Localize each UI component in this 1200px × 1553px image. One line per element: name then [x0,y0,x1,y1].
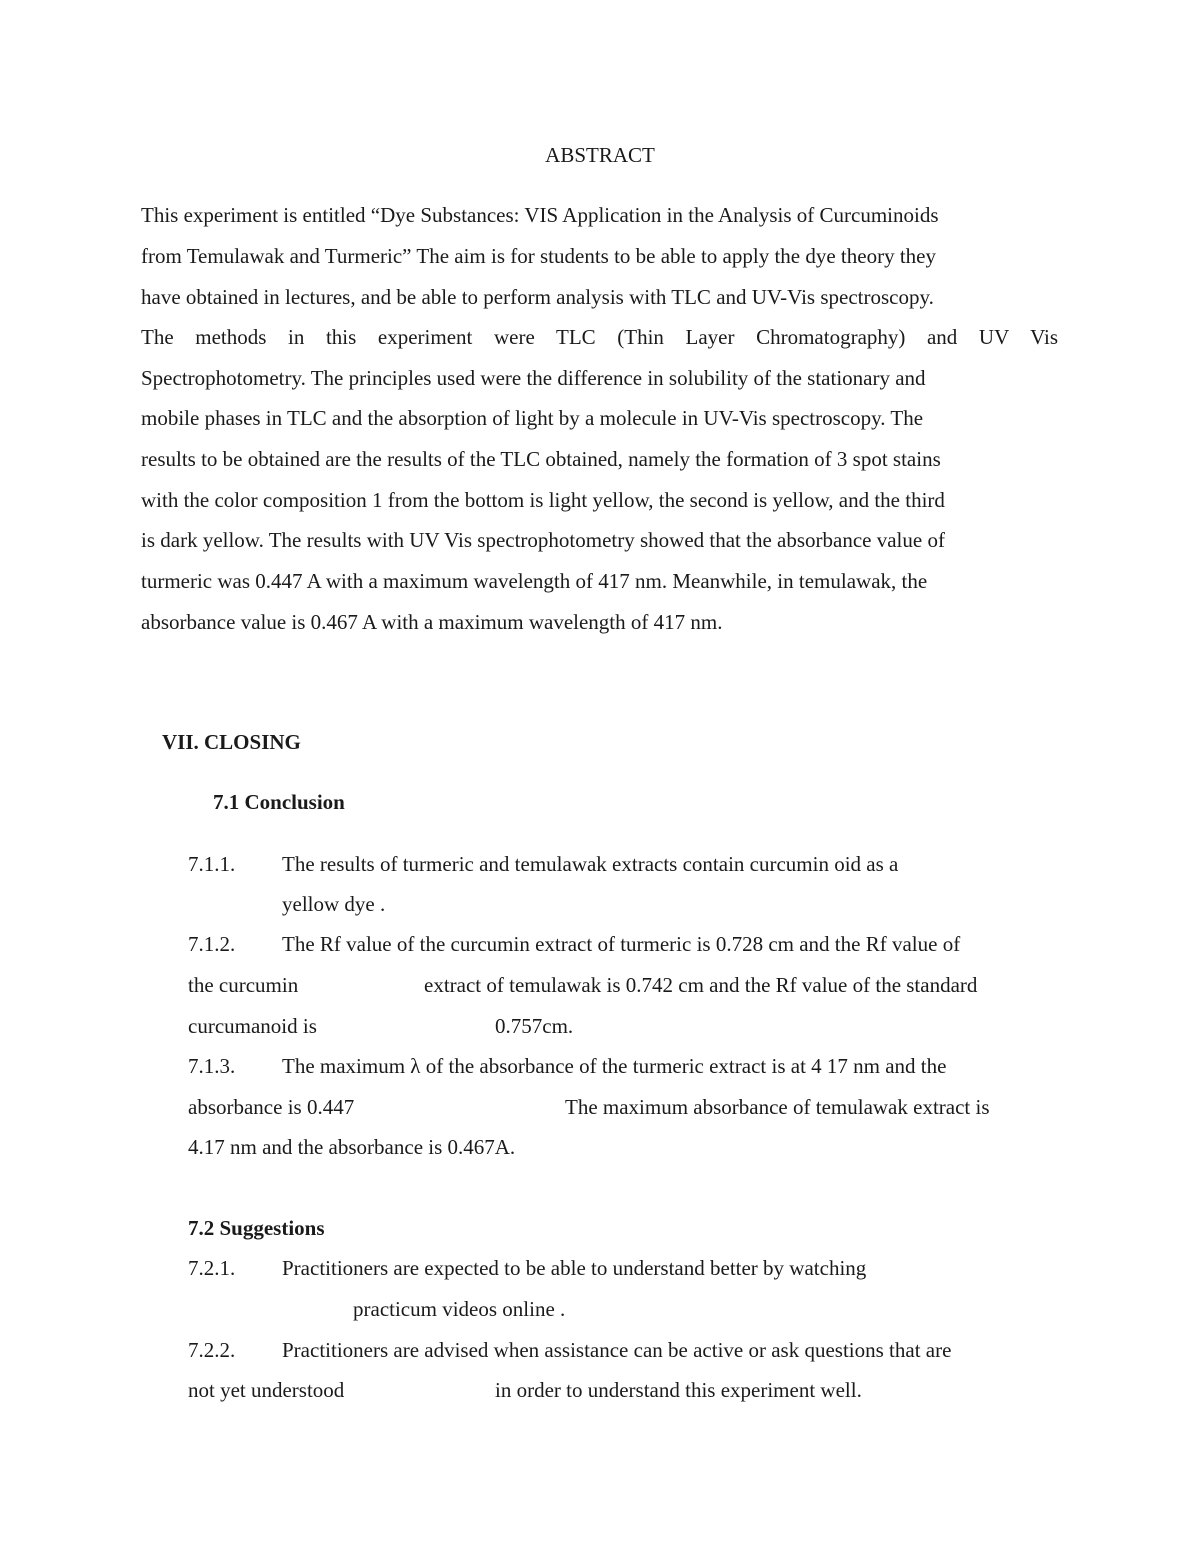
item-text-continued: practicum videos online . [353,1297,566,1321]
item-text-continued: the curcumin [188,973,299,997]
abstract-line: mobile phases in TLC and the absorption of light by a molecule in UV-Vis spectroscopy. The [141,406,924,430]
abstract-line: The methods in this experiment were TLC (Thin Layer Chromatography) and UV Vis [141,325,1058,349]
item-text-continued: 4.17 nm and the absorbance is 0.467A. [188,1135,516,1159]
item-text-continued: yellow dye . [282,892,386,916]
abstract-line: is dark yellow. The results with UV Vis spectrophotometry showed that the absorbance value of [141,528,945,552]
abstract-line: have obtained in lectures, and be able to perform analysis with TLC and UV-Vis spectroscopy. [141,285,934,309]
abstract-line: Spectrophotometry. The principles used were the difference in solubility of the stationary and [141,366,926,390]
item-number: 7.1.2. [188,932,236,956]
item-text: The results of turmeric and temulawak extracts contain curcumin oid as a [282,852,899,876]
item-number: 7.2.2. [188,1338,236,1362]
item-number: 7.1.1. [188,852,236,876]
item-text-continued: extract of temulawak is 0.742 cm and the Rf value of the standard [424,973,978,997]
abstract-line: This experiment is entitled “Dye Substances: VIS Application in the Analysis of Curcuminoids [141,203,939,227]
item-text-continued: curcumanoid is [188,1014,317,1038]
suggestions-heading: 7.2 Suggestions [188,1216,325,1240]
item-text: Practitioners are expected to be able to understand better by watching [282,1256,867,1280]
item-text-continued: in order to understand this experiment well. [495,1378,862,1402]
closing-heading: VII. CLOSING [162,730,301,754]
item-text: Practitioners are advised when assistance can be active or ask questions that are [282,1338,952,1362]
abstract-line: turmeric was 0.447 A with a maximum wavelength of 417 nm. Meanwhile, in temulawak, the [141,569,928,593]
item-number: 7.2.1. [188,1256,236,1280]
item-text-continued: 0.757cm. [495,1014,574,1038]
abstract-line: with the color composition 1 from the bottom is light yellow, the second is yellow, and the third [141,488,945,512]
item-text: The maximum λ of the absorbance of the turmeric extract is at 4 17 nm and the [282,1054,947,1078]
item-text-continued: The maximum absorbance of temulawak extract is [565,1095,990,1119]
item-text: The Rf value of the curcumin extract of turmeric is 0.728 cm and the Rf value of [282,932,961,956]
conclusion-heading: 7.1 Conclusion [213,790,345,814]
item-number: 7.1.3. [188,1054,236,1078]
abstract-title: ABSTRACT [545,143,655,167]
item-text-continued: absorbance is 0.447 [188,1095,355,1119]
abstract-line: from Temulawak and Turmeric” The aim is for students to be able to apply the dye theory they [141,244,936,268]
item-text-continued: not yet understood [188,1378,345,1402]
abstract-line: absorbance value is 0.467 A with a maximum wavelength of 417 nm. [141,610,723,634]
abstract-line: results to be obtained are the results of the TLC obtained, namely the formation of 3 spot stains [141,447,941,471]
